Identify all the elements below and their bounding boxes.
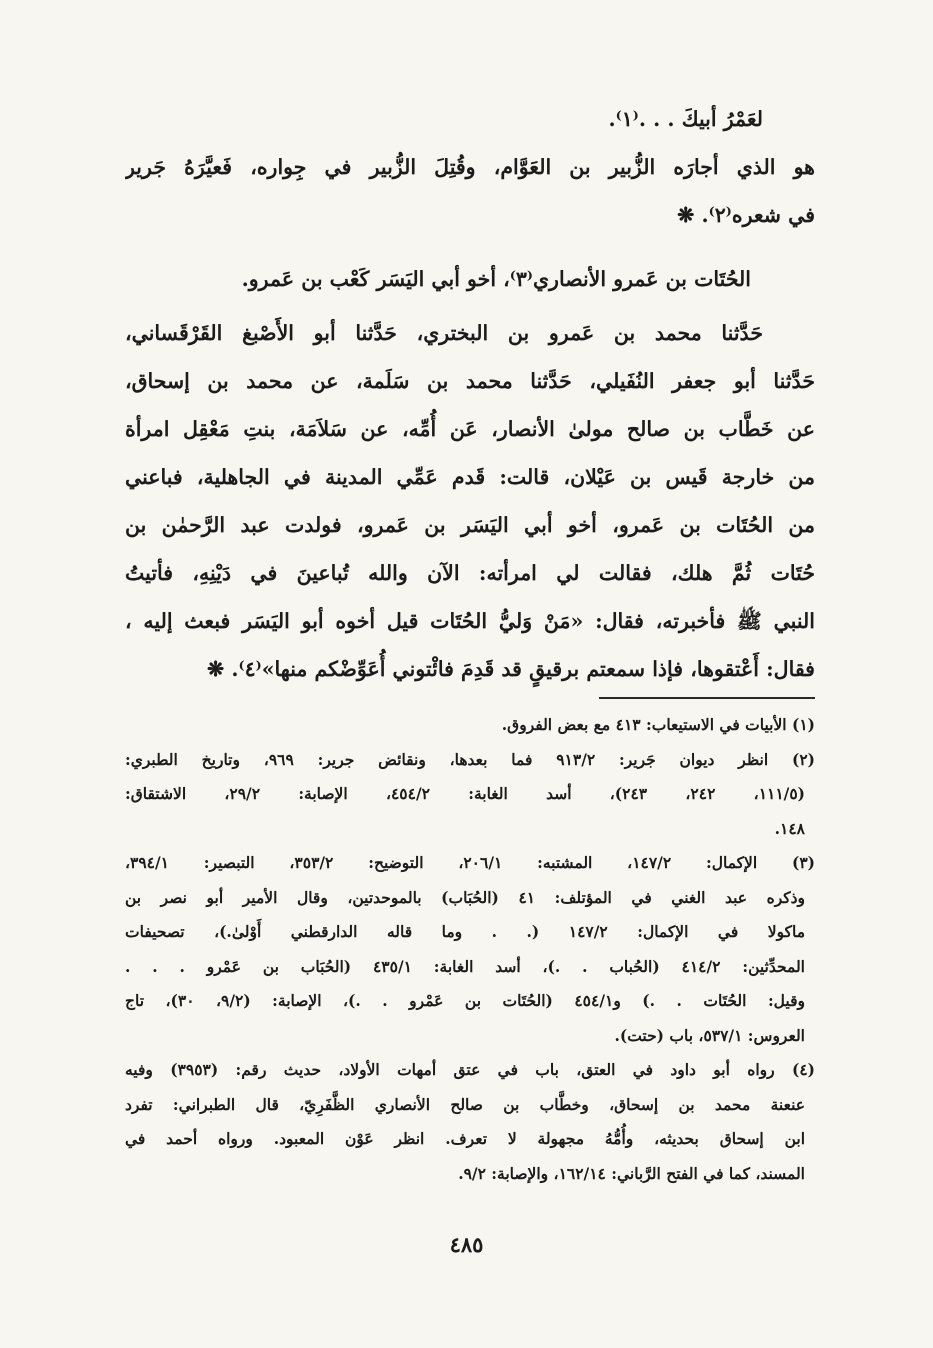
paragraph-gap [125, 239, 815, 255]
footnote-2: (٢) انظر ديوان جَرير: ٩١٣/٢ فما بعدها، ونقائض جرير: ٩٦٩، وتاريخ الطبري: [125, 749, 815, 769]
page-number: ٤٨٥ [449, 1232, 484, 1257]
text-line: هو الذي أجارَه الزُّبير بن العَوَّام، وقُتِلَ الزُّبير في جِواره، فَعيَّرَهُ جَرير [125, 155, 815, 179]
footnote-3-cont: المحدِّثين: ٤١٤/٢ (الحُباب . .)، أسد الغابة: ٤٣٥/١ (الحُبَاب بن عَمْرو . . . [125, 956, 805, 976]
main-text [125, 95, 815, 693]
text-line: حَدَّثنا أبو جعفر النُفَيلي، حَدَّثنا محمد بن سَلَمة، عن محمد بن إسحاق، [125, 369, 815, 393]
text-line: فقال: أَعْتقوها، فإذا سمعتم برقيقٍ قد قَدِمَ فائْتوني أُعَوِّضْكم منها»⁽٤⁾. ❋ [207, 657, 815, 681]
entry-heading: الحُتَات بن عَمرو الأنصاري⁽٣⁾، أخو أبي اليَسَر كَعْب بن عَمرو. [241, 267, 751, 291]
footnote-4-cont: عنعنة محمد بن إسحاق، وخطَّاب بن صالح الأنصاري الظَّفَرِيّ، قال الطبراني: تفرد [125, 1094, 805, 1114]
footnote-3-cont: وذكره عبد الغني في المؤتلف: ٤١ (الحُبَاب) بالموحدتين، وقال الأمير أبو نصر بن [125, 887, 806, 907]
footnote-divider [599, 697, 815, 699]
text-line: حُتَات ثُمَّ هلك، فقالت لي امرأته: الآن والله تُباعينَ في دَيْنِهِ، فأتيتُ [125, 561, 815, 585]
text-line: في شعره⁽٢⁾. ❋ [677, 203, 815, 227]
verse-line: لعَمْرُ أبيكَ . . .⁽١⁾. [608, 107, 763, 131]
footnote-1: (١) الأبيات في الاستيعاب: ٤١٣ مع بعض الفروق. [501, 715, 815, 734]
footnote-3: (٣) الإكمال: ١٤٧/٢، المشتبه: ٢٠٦/١، التوضيح: ٣٥٣/٢، التبصير: ٣٩٤/١، [125, 853, 815, 872]
footnote-3-cont: العروس: ٥٣٧/١، باب (حتت). [614, 1025, 805, 1045]
footnote-4-cont: المسند، كما في الفتح الرَّباني: ١٦٢/١٤، والإصابة: ٩/٢. [458, 1163, 805, 1183]
footnote-2-cont: ١٤٨. [774, 818, 805, 838]
text-line: حَدَّثنا محمد بن عَمرو بن البختري، حَدَّثنا أبو الأَصْبغ القَرْقَساني، [125, 321, 763, 345]
footnote-3-cont: وقيل: الحُتَات . .) و٤٥٤/١ (الحُتَات بن عَمْرو . .)، الإصابة: (٩/٢، ٣٠)، تاج [125, 991, 805, 1010]
text-line: عن خَطَّاب بن صالح مولىٰ الأنصار، عَن أُمِّه، عن سَلاَمَة، بنتِ مَعْقِل امرأة [125, 417, 815, 441]
text-line: النبي ﷺ فأخبرته، فقال: «مَنْ وَليُّ الحُتَات قيل أخوه أبو اليَسَر فبعث إليه ، [125, 609, 815, 633]
footnotes [125, 708, 815, 1191]
footnote-3-cont: ماكولا في الإكمال: ١٤٧/٢ (. . وما قاله الدارقطني أَوْلىٰ.)، تصحيفات [125, 922, 805, 941]
footnote-2-cont: (١١١/٥، ٢٤٢، ٢٤٣)، أسد الغابة: ٤٥٤/٢، الإصابة: ٢٩/٢، الاشتقاق: [125, 784, 806, 803]
text-line: من الحُتَات بن عَمرو، أخو أبي اليَسَر بن عَمرو، فولدت عبد الرَّحمٰن بن [125, 513, 815, 537]
footnote-4-cont: ابن إسحاق بحديثه، وأُمُّهُ مجهولة لا تعرف. انظر عَوْن المعبود. ورواه أحمد في [125, 1129, 805, 1148]
footnote-4: (٤) رواه أبو داود في العتق، باب في عتق أمهات الأولاد، حديث رقم: (٣٩٥٣) وفيه [125, 1060, 815, 1079]
text-line: من خارجة قَيس بن عَيْلان، قالت: قَدم عَمِّي المدينة في الجاهلية، فباعني [125, 465, 815, 489]
